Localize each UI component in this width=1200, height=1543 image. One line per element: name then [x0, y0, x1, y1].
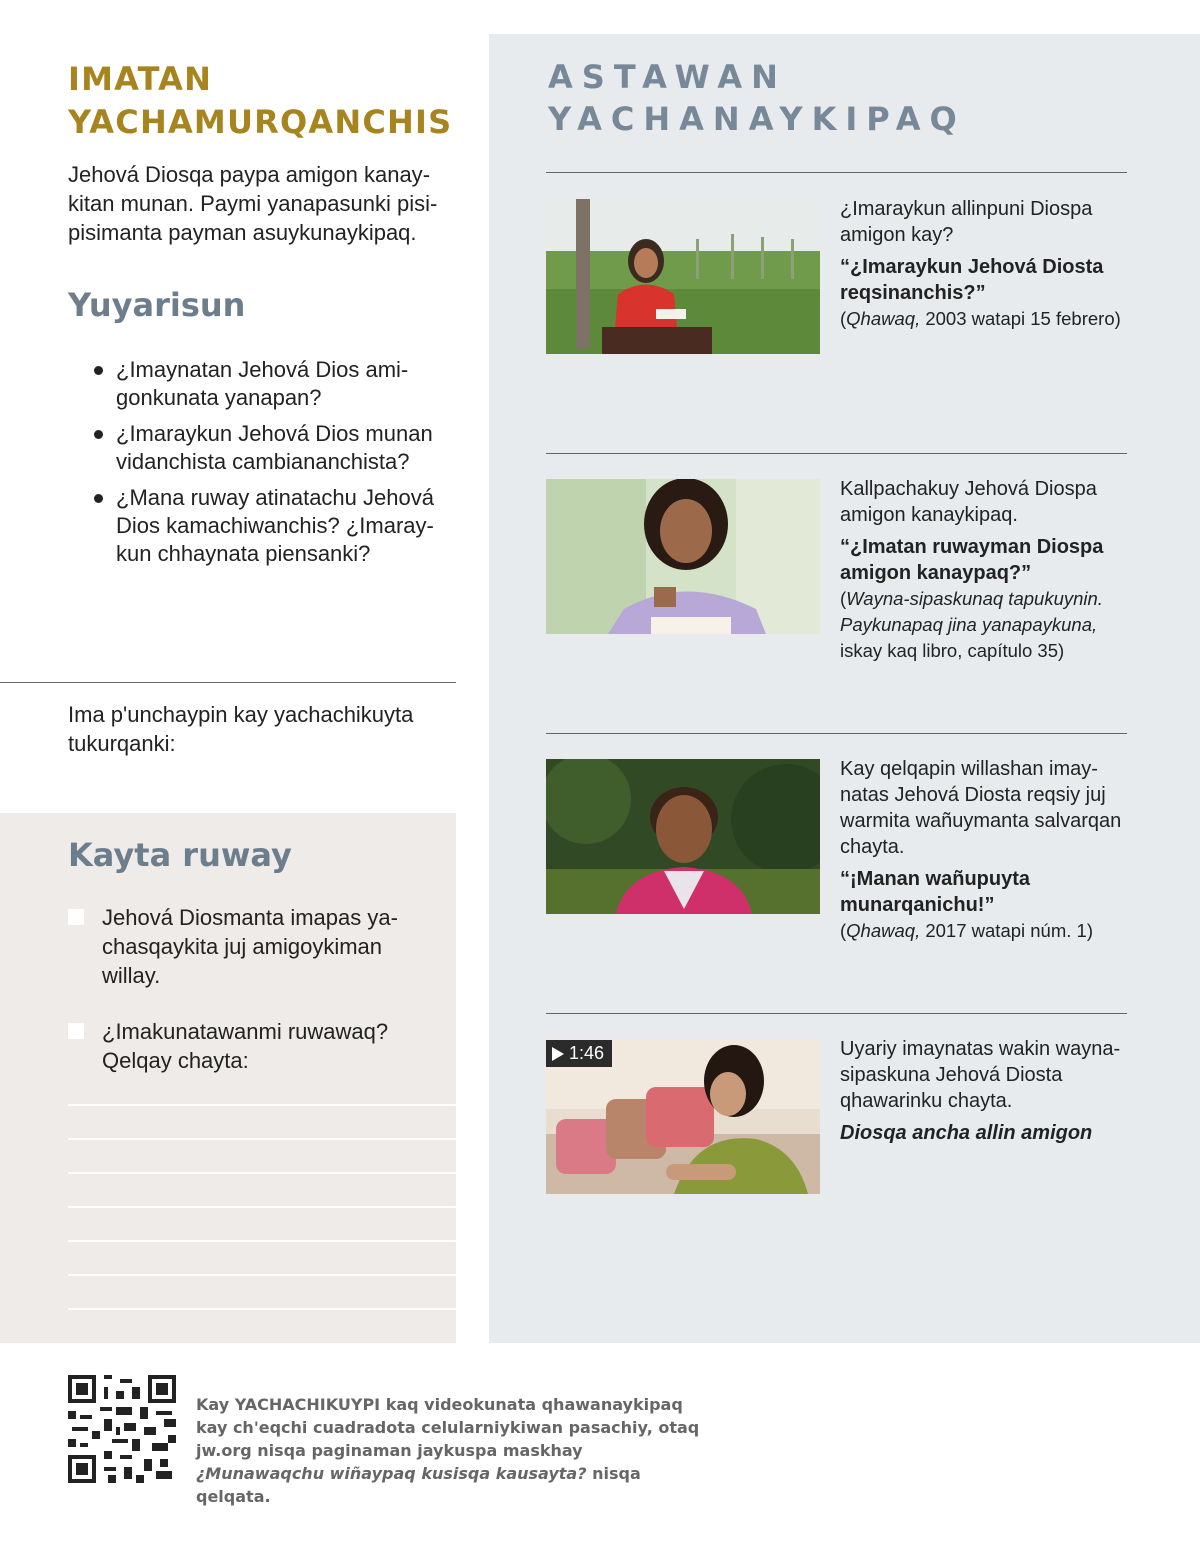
resource-intro: ¿Imaraykun allinpuni Diospa amigon kay?: [840, 198, 1093, 246]
explore-title-line1: ASTAWAN: [548, 58, 787, 96]
completion-date-prompt: Ima p'unchaypin kay yachachikuyta tukurqanki:: [68, 702, 414, 756]
resource-article-link[interactable]: “¿Imatan ruwayman Diospa amigon kanaypaq?”: [840, 536, 1104, 584]
resource-item-4: [840, 1036, 1130, 1146]
todo-box: [0, 813, 456, 1343]
qr-code-icon[interactable]: [68, 1375, 176, 1483]
row-divider: [546, 733, 1127, 734]
summary-text: Jehová Diosqa paypa amigon kanaykitan munan. Paymi yanapasunki pisipisimanta payman asuykunaykipaq.: [68, 162, 438, 245]
writing-line[interactable]: [68, 1308, 456, 1310]
video-duration-badge[interactable]: [546, 1040, 612, 1067]
review-question: ¿Imaynatan Jehová Dios amigonkunata yanapan?: [92, 356, 452, 412]
review-heading: Yuyarisun: [68, 286, 246, 324]
resource-intro: Uyariy imaynatas wakin wayna-sipaskuna Jehová Diosta qhawarinku chayta.: [840, 1038, 1121, 1112]
resource-video-link[interactable]: Diosqa ancha allin amigon: [840, 1122, 1093, 1144]
explore-title-line2: YACHANAYKIPAQ: [548, 100, 966, 138]
todo-item-label: ¿Imakunatawanmi ruwawaq? Qelqay chayta:: [102, 1019, 389, 1073]
resource-article-link[interactable]: “¡Manan wañupuyta munarqanichu!”: [840, 868, 1031, 916]
review-question-list: [92, 356, 452, 576]
todo-item: [68, 1017, 438, 1075]
writing-line[interactable]: [68, 1240, 456, 1242]
summary-title-line2: YACHAMURQANCHIS: [68, 103, 453, 141]
play-icon: [552, 1047, 564, 1061]
summary-title-line1: IMATAN: [68, 60, 213, 98]
smiling-woman-portrait-photo[interactable]: [546, 759, 820, 914]
todo-item-label: Jehová Diosmanta imapas yachasqaykita juj amigoykiman willay.: [102, 905, 398, 988]
footer-text: Kay YACHACHIKUYPI kaq videokunata qhawanaykipaq kay ch'eqchi cuadradota celularniykiwan pasachiy, otaq jw.org nisqa paginaman jaykuspa maskhay ¿Munawaqchu wiñaypaq kusisqa kausayta? nisqa qelqata.: [196, 1395, 700, 1506]
todo-heading: Kayta ruway: [68, 836, 292, 874]
resource-item-3: [840, 756, 1130, 944]
writing-line[interactable]: [68, 1274, 456, 1276]
resource-item-2: [840, 476, 1130, 664]
review-question: ¿Mana ruway atinatachu Jehová Dios kamachiwanchis? ¿Imaraykun chhaynata piensanki?: [92, 484, 452, 568]
row-divider: [546, 453, 1127, 454]
resource-intro: Kay qelqapin willashan imaynatas Jehová Diosta reqsiy juj warmita wañuymanta salvarqan chayta.: [840, 758, 1122, 858]
resource-item-1: [840, 196, 1130, 332]
writing-line[interactable]: [68, 1138, 456, 1140]
writing-line[interactable]: [68, 1104, 456, 1106]
writing-line[interactable]: [68, 1206, 456, 1208]
todo-checkbox[interactable]: [68, 909, 84, 925]
resource-source: (Qhawaq, 2003 watapi 15 febrero): [840, 308, 1121, 329]
resource-source: (Wayna-sipaskunaq tapukuynin. Paykunapaq jina yanapaykuna, iskay kaq libro, capítulo 35): [840, 588, 1103, 661]
resource-intro: Kallpachakuy Jehová Diospa amigon kanaykipaq.: [840, 478, 1097, 526]
row-divider: [546, 172, 1127, 173]
explore-title: [548, 56, 966, 140]
girl-reading-book-photo[interactable]: [546, 479, 820, 634]
woman-seated-in-orchard-photo[interactable]: [546, 199, 820, 354]
resource-article-link[interactable]: “¿Imaraykun Jehová Diosta reqsinanchis?”: [840, 256, 1104, 304]
resource-source: (Qhawaq, 2017 watapi núm. 1): [840, 920, 1093, 941]
review-question: ¿Imaraykun Jehová Dios munan vidanchista cambiananchista?: [92, 420, 452, 476]
todo-item: [68, 903, 438, 990]
writing-line[interactable]: [68, 1172, 456, 1174]
row-divider: [546, 1013, 1127, 1014]
summary-title: [68, 58, 458, 144]
section-divider: [0, 682, 456, 683]
todo-checkbox[interactable]: [68, 1023, 84, 1039]
video-duration: 1:46: [569, 1043, 605, 1063]
